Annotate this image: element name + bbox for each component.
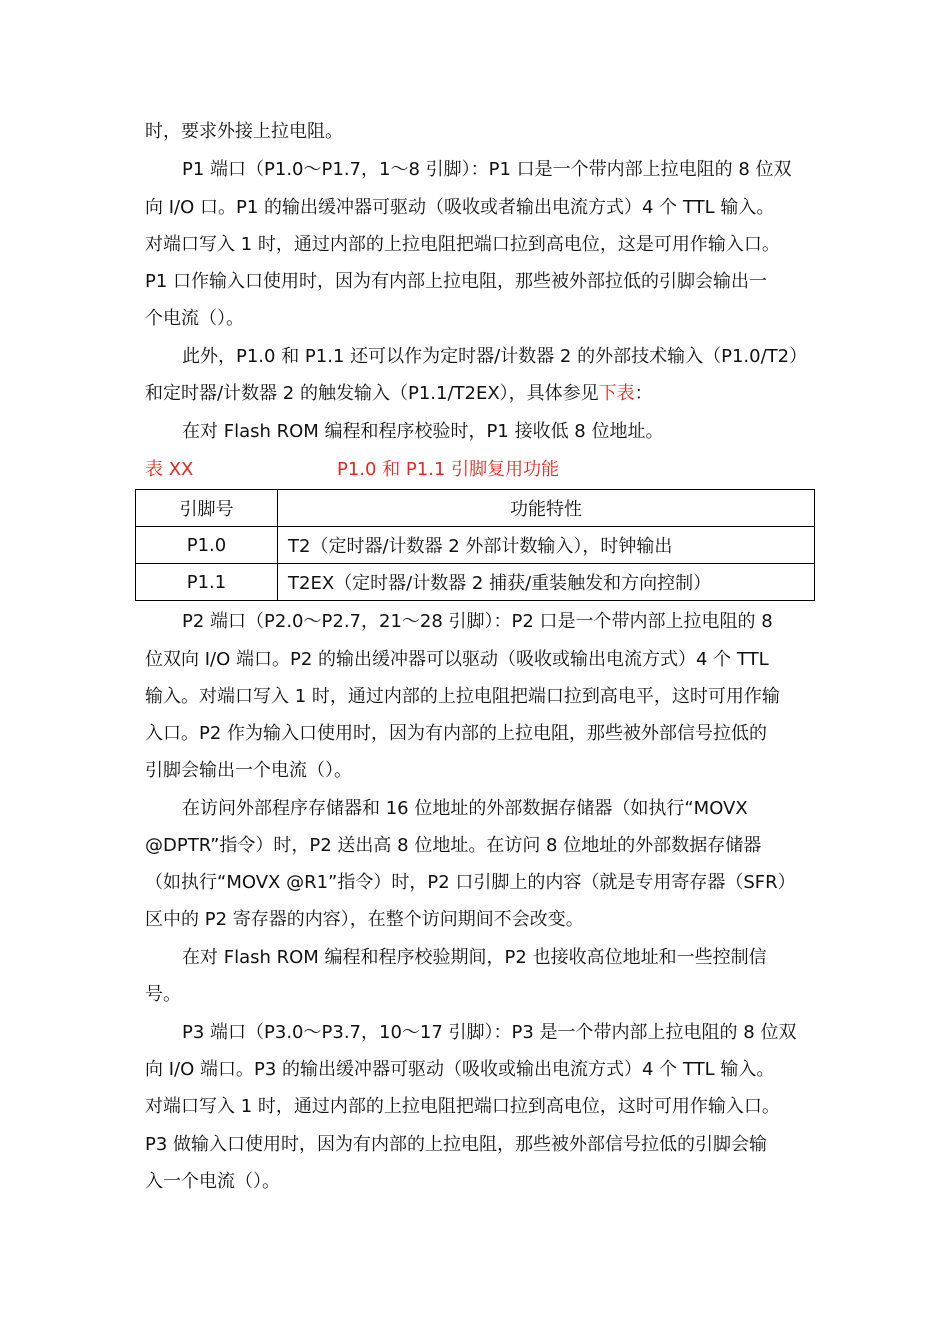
table-caption-label: 表 XX: [145, 459, 194, 480]
table-reference-link[interactable]: 下表: [598, 383, 635, 404]
text-line: P1 端口（P1.0～P1.7，1～8 引脚）：P1 口是一个带内部上拉电阻的 8 位双: [182, 159, 792, 180]
text-span: 和定时器/计数器 2 的触发输入（P1.1/T2EX），具体参见: [145, 383, 599, 404]
text-line: 在对 Flash ROM 编程和程序校验时，P1 接收低 8 位地址。: [182, 421, 664, 442]
text-line: 输入。对端口写入 1 时，通过内部的上拉电阻把端口拉到高电平，这时可用作输: [145, 686, 780, 707]
table-header-cell: 引脚号: [136, 490, 278, 527]
table-cell: T2EX（定时器/计数器 2 捕获/重装触发和方向控制）: [278, 564, 815, 601]
text-line: P1 口作输入口使用时，因为有内部上拉电阻，那些被外部拉低的引脚会输出一: [145, 271, 768, 292]
text-line: 号。: [145, 984, 181, 1005]
text-line: 向 I/O 口。P1 的输出缓冲器可驱动（吸收或者输出电流方式）4 个 TTL 输入。: [145, 197, 775, 218]
text-line: 对端口写入 1 时，通过内部的上拉电阻把端口拉到高电位，这是可用作输入口。: [145, 234, 780, 255]
text-line: 此外，P1.0 和 P1.1 还可以作为定时器/计数器 2 的外部技术输入（P1.0/T2）: [182, 346, 808, 367]
text-line: 时，要求外接上拉电阻。: [145, 121, 343, 142]
table-cell: T2（定时器/计数器 2 外部计数输入），时钟输出: [278, 527, 815, 564]
text-line: 对端口写入 1 时，通过内部的上拉电阻把端口拉到高电位，这时可用作输入口。: [145, 1096, 780, 1117]
table-caption-title: P1.0 和 P1.1 引脚复用功能: [337, 459, 560, 480]
pin-function-table: [135, 489, 815, 601]
table-cell: P1.0: [136, 527, 278, 564]
table-header-row: [136, 490, 815, 527]
text-line: P2 端口（P2.0～P2.7，21～28 引脚）：P2 口是一个带内部上拉电阻的 8: [182, 611, 773, 632]
text-line: [145, 382, 810, 406]
text-line: 区中的 P2 寄存器的内容），在整个访问期间不会改变。: [145, 909, 584, 930]
text-line: 个电流（）。: [145, 308, 244, 329]
text-span: ：: [634, 383, 653, 404]
text-line: P3 做输入口使用时，因为有内部的上拉电阻，那些被外部信号拉低的引脚会输: [145, 1134, 768, 1155]
text-line: 入一个电流（）。: [145, 1171, 280, 1192]
table-cell: P1.1: [136, 564, 278, 601]
text-line: 位双向 I/O 端口。P2 的输出缓冲器可以驱动（吸收或输出电流方式）4 个 TTL: [145, 649, 769, 670]
text-line: @DPTR”指令）时，P2 送出高 8 位地址。在访问 8 位地址的外部数据存储器: [145, 835, 762, 856]
table-row: [136, 564, 815, 601]
text-line: 入口。P2 作为输入口使用时，因为有内部的上拉电阻，那些被外部信号拉低的: [145, 723, 768, 744]
text-line: 在访问外部程序存储器和 16 位地址的外部数据存储器（如执行“MOVX: [182, 798, 748, 819]
text-line: P3 端口（P3.0～P3.7，10～17 引脚）：P3 是一个带内部上拉电阻的 8 位双: [182, 1022, 797, 1043]
text-line: 向 I/O 端口。P3 的输出缓冲器可驱动（吸收或输出电流方式）4 个 TTL 输入。: [145, 1059, 775, 1080]
table-row: [136, 527, 815, 564]
text-line: 在对 Flash ROM 编程和程序校验期间，P2 也接收高位地址和一些控制信: [182, 947, 767, 968]
table-header-cell: 功能特性: [278, 490, 815, 527]
text-line: 引脚会输出一个电流（）。: [145, 760, 352, 781]
text-line: （如执行“MOVX @R1”指令）时，P2 口引脚上的内容（就是专用寄存器（SFR）: [145, 872, 796, 893]
